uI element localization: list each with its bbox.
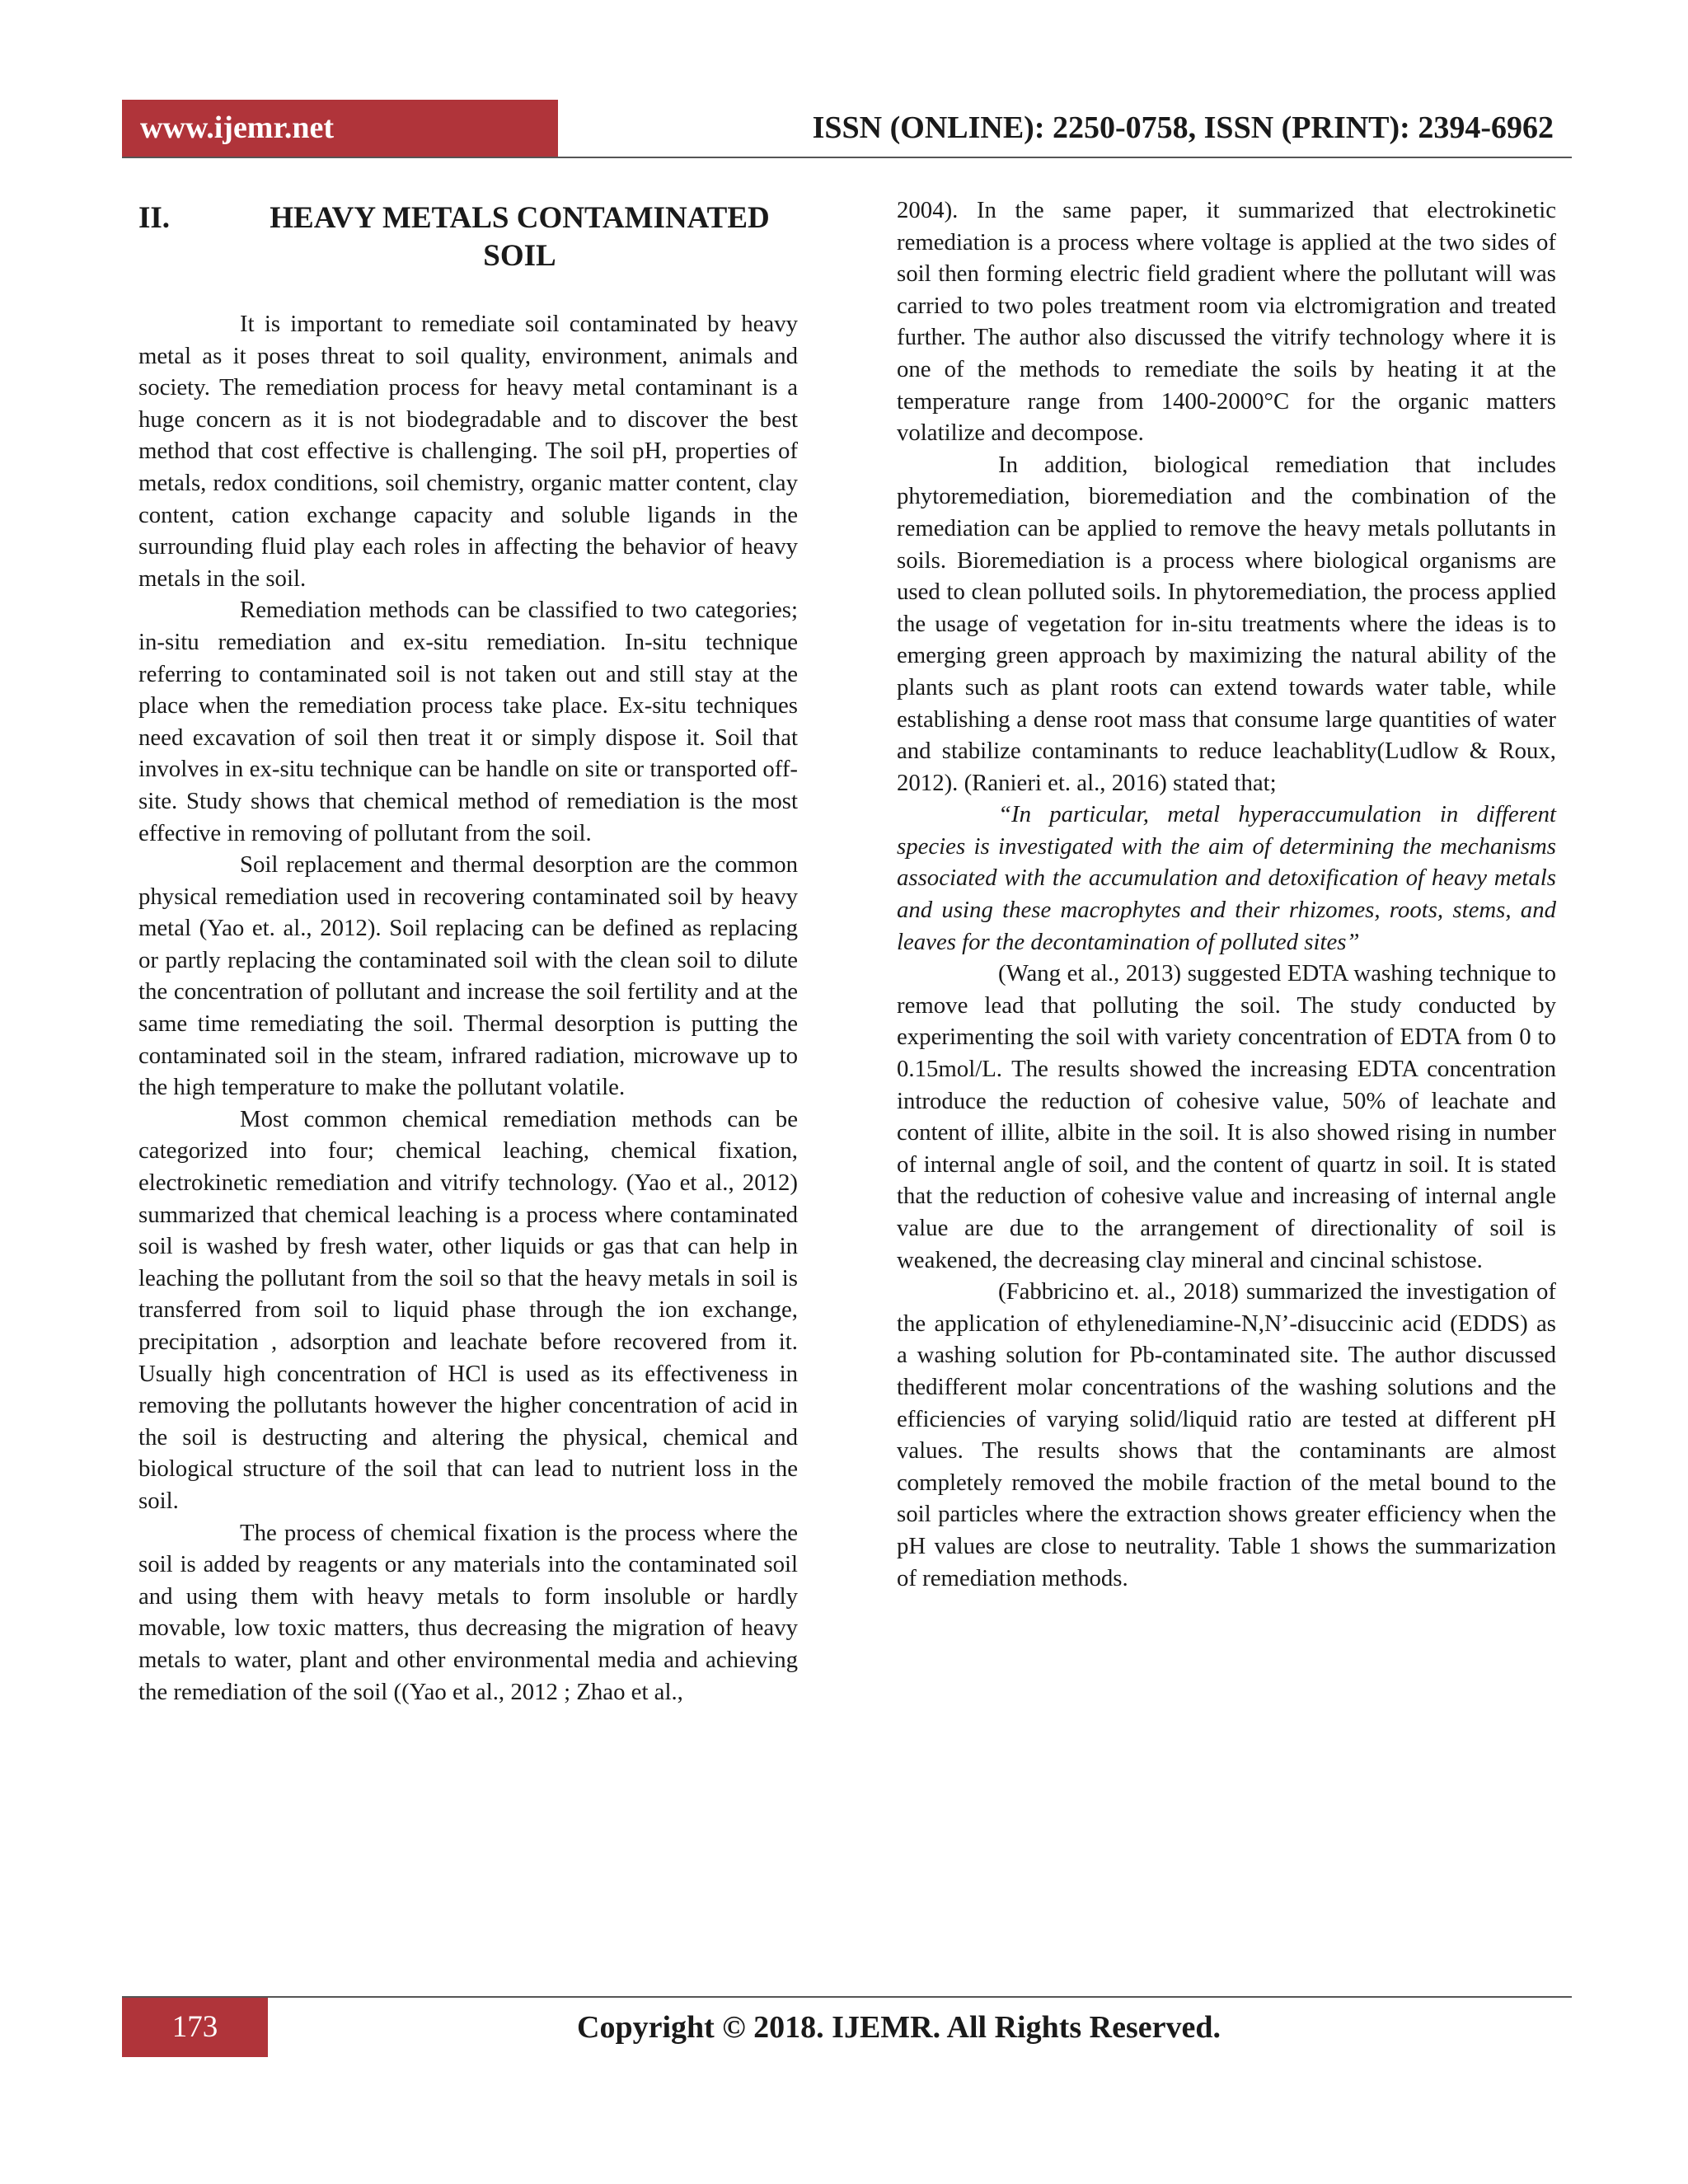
section-heading (138, 199, 798, 275)
section-number: II. (138, 201, 171, 235)
page-number: 173 (171, 2010, 218, 2044)
paragraph-electrokinetic: 2004). In the same paper, it summarized that electrokinetic remediation is a process where voltage is applied at the two sides of soil then forming electric field gradient where the pollutant will was carried to two poles treatment room via elctromigration and treated further. The author also discussed the vitrify technology where it is one of the methods to remediate the soils by heating it at the temperature range from 1400-2000°C for the organic matters volatilize and decompose. (897, 197, 1556, 447)
paragraph-biological-remediation: In addition, biological remediation that includes phytoremediation, bioremediation and the combination of the remediation can be applied to remove the heavy metals pollutants in soils. Bioremediation is a process where biological organisms are used to clean polluted soils. In phytoremediation, the process applied the usage of vegetation for in-situ treatments where the ideas is to emerging green approach by maximizing the natural ability of the plants such as plant roots can extend towards water table, while establishing a dense root mass that consume large quantities of water and stabilize contaminants to reduce leachablity(Ludlow & Roux, 2012). (Ranieri et. al., 2016) stated that; (897, 451, 1556, 796)
left-column (138, 194, 798, 1708)
paragraph-classification: Remediation methods can be classified to two categories; in-situ remediation and ex-situ remediation. In-situ technique referring to contaminated soil is not taken out and still stay at the place when the remediation process take place. Ex-situ techniques need excavation of soil then treat it or simply dispose it. Soil that involves in ex-situ technique can be handle on site or transported off-site. Study shows that chemical method of remediation is the most effective in removing of pollutant from the soil. (138, 597, 798, 846)
section-title-line-2: SOIL (483, 239, 556, 273)
section-title (241, 199, 798, 275)
paragraph-edds-washing: (Fabbricino et. al., 2018) summarized the investigation of the application of ethylenediamine-N,N’-disuccinic acid (EDDS) as a washing solution for Pb-contaminated site. The author discussed thedifferent molar concentrations of the washing solutions and the efficiencies of varying solid/liquid ratio are tested at different pH values. The results shows that the contaminants are almost completely removed the mobile fraction of the metal bound to the soil particles where the extraction shows greater efficiency when the pH values are close to neutrality. Table 1 shows the summarization of remediation methods. (897, 1278, 1556, 1591)
paragraph-physical-remediation: Soil replacement and thermal desorption are the common physical remediation used in recovering contaminated soil by heavy metal (Yao et. al., 2012). Soil replacing can be defined as replacing or partly replacing the contaminated soil with the clean soil to dilute the concentration of pollutant and increase the soil fertility and at the same time remediating the soil. Thermal desorption is putting the contaminated soil in the steam, infrared radiation, microwave up to the high temperature to make the pollutant volatile. (138, 851, 798, 1101)
footer-divider (122, 1996, 1572, 1998)
paragraph-chemical-remediation: Most common chemical remediation methods can be categorized into four; chemical leaching, chemical fixation, electrokinetic remediation and vitrify technology. (Yao et al., 2012) summarized that chemical leaching is a process where contaminated soil is washed by fresh water, other liquids or gas that can help in leaching the pollutant from the soil so that the heavy metals in soil is transferred from soil to liquid phase through the ion exchange, precipitation , adsorption and leachate before recovered from it. Usually high concentration of HCl is used as its effectiveness in removing the pollutants however the higher concentration of acid in the soil is destructing and altering the physical, chemical and biological structure of the soil that can lead to nutrient loss in the soil. (138, 1105, 798, 1514)
right-column (897, 194, 1556, 1594)
header-divider (122, 157, 1572, 158)
journal-issn: ISSN (ONLINE): 2250-0758, ISSN (PRINT): 2394-6962 (812, 110, 1554, 145)
section-title-line-1: HEAVY METALS CONTAMINATED (270, 201, 770, 235)
copyright-notice: Copyright © 2018. IJEMR. All Rights Reserved. (577, 2010, 1221, 2045)
paragraph-chemical-fixation: The process of chemical fixation is the process where the soil is added by reagents or any materials into the contaminated soil and using them with heavy metals to form insoluble or hardly movable, low toxic matters, thus decreasing the migration of heavy metals to water, plant and other environmental media and achieving the remediation of the soil ((Yao et al., 2012 ; Zhao et al., (138, 1519, 798, 1705)
paragraph-edta-washing: (Wang et al., 2013) suggested EDTA washing technique to remove lead that polluting the soil. The study conducted by experimenting the soil with variety concentration of EDTA from 0 to 0.15mol/L. The results showed the increasing EDTA concentration introduce the reduction of cohesive value, 50% of leachate and content of illite, albite in the soil. It is also showed rising in number of internal angle of soil, and the content of quartz in soil. It is stated that the reduction of cohesive value and increasing of internal angle value are due to the arrangement of directionality of soil is weakened, the decreasing clay mineral and cincinal schistose. (897, 960, 1556, 1273)
paragraph-importance: It is important to remediate soil contaminated by heavy metal as it poses threat to soil quality, environment, animals and society. The remediation process for heavy metal contaminant is a huge concern as it is not biodegradable and to discover the best method that cost effective is challenging. The soil pH, properties of metals, redox conditions, soil chemistry, organic matter content, clay content, cation exchange capacity and soluble ligands in the surrounding fluid play each roles in affecting the behavior of heavy metals in the soil. (138, 311, 798, 592)
journal-site-url[interactable]: www.ijemr.net (140, 110, 334, 145)
block-quote: “In particular, metal hyperaccumulation in different species is investigated with the aim of determining the mechanisms associated with the accumulation and detoxification of heavy metals and using these macrophytes and their rhizomes, roots, stems, and leaves for the decontamination of polluted sites” (897, 801, 1556, 955)
